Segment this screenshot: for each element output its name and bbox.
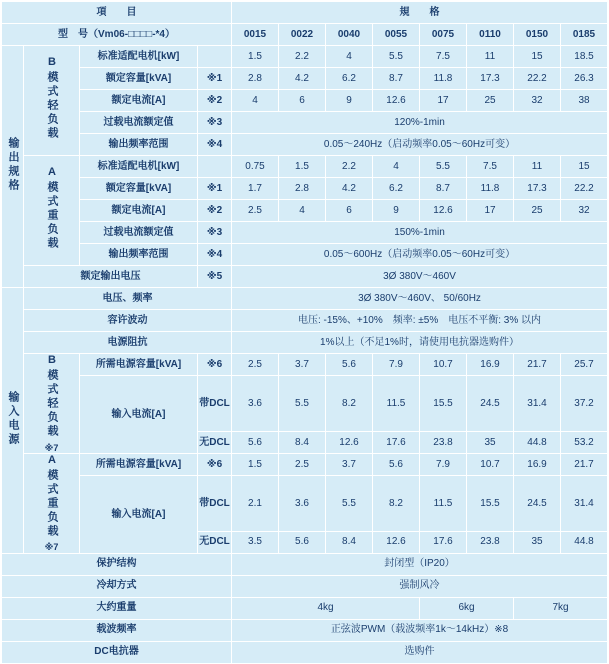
output-a-0-v0: 0.75 <box>232 156 279 178</box>
input-a-2-v1: 5.6 <box>279 531 326 553</box>
output-b-2-v2: 9 <box>326 90 373 112</box>
output-b-row-1-label: 额定容量[kVA] <box>80 68 198 90</box>
output-b-2-v3: 12.6 <box>373 90 420 112</box>
input-a-1-v0: 2.1 <box>232 475 279 531</box>
output-a-0-v6: 11 <box>514 156 561 178</box>
output-a-row-4 <box>2 244 608 266</box>
output-a-row-3-mark: ※3 <box>198 222 232 244</box>
model-value-0: 0015 <box>232 24 279 46</box>
output-b-2-v0: 4 <box>232 90 279 112</box>
output-b-row-1 <box>2 68 608 90</box>
output-a-row-3-label: 过载电流额定值 <box>80 222 198 244</box>
input-b-row-0-label: 所需电源容量[kVA] <box>80 354 198 376</box>
input-b-0-v6: 21.7 <box>514 354 561 376</box>
header-item: 項 目 <box>2 2 232 24</box>
input-voltage-freq-label: 电压、频率 <box>24 288 232 310</box>
output-a-row-1-mark: ※1 <box>198 178 232 200</box>
output-a-2-v1: 4 <box>279 200 326 222</box>
input-a-row-0-mark: ※6 <box>198 453 232 475</box>
input-b-1-v4: 15.5 <box>420 376 467 432</box>
output-b-row-4 <box>2 134 608 156</box>
output-b-1-v5: 17.3 <box>467 68 514 90</box>
input-tolerance-value: 电压: -15%、+10% 频率: ±5% 电压不平衡: 3% 以内 <box>232 310 608 332</box>
header-spec: 規 格 <box>232 2 608 24</box>
input-a-0-v6: 16.9 <box>514 453 561 475</box>
output-b-0-v2: 4 <box>326 46 373 68</box>
footer-value-3: 正弦波PWM（载波频率1k～14kHz）※8 <box>232 619 608 641</box>
input-a-2-v0: 3.5 <box>232 531 279 553</box>
output-b-0-v1: 2.2 <box>279 46 326 68</box>
input-impedance-row <box>2 332 608 354</box>
output-b-1-v2: 6.2 <box>326 68 373 90</box>
output-a-row-0-label: 标准适配电机[kW] <box>80 156 198 178</box>
input-a-2-v4: 17.6 <box>420 531 467 553</box>
section-input-label: 输入电源 <box>2 288 24 554</box>
input-a-1-v6: 24.5 <box>514 475 561 531</box>
input-b-1-v6: 31.4 <box>514 376 561 432</box>
output-b-row-3 <box>2 112 608 134</box>
output-b-0-v7: 18.5 <box>561 46 608 68</box>
output-b-row-0-mark <box>198 46 232 68</box>
output-b-row-3-label: 过载电流额定值 <box>80 112 198 134</box>
input-a-current-label: 输入电流[A] <box>80 475 198 553</box>
output-b-2-v7: 38 <box>561 90 608 112</box>
spec-sheet <box>0 1 609 658</box>
output-b-2-v5: 25 <box>467 90 514 112</box>
input-b-0-v5: 16.9 <box>467 354 514 376</box>
output-b-0-v6: 15 <box>514 46 561 68</box>
input-a-1-v4: 11.5 <box>420 475 467 531</box>
output-a-2-v2: 6 <box>326 200 373 222</box>
output-a-0-v5: 7.5 <box>467 156 514 178</box>
input-tolerance-label: 容许波动 <box>24 310 232 332</box>
output-b-1-v6: 22.2 <box>514 68 561 90</box>
input-b-2-v6: 44.8 <box>514 431 561 453</box>
output-b-0-v4: 7.5 <box>420 46 467 68</box>
output-a-2-v6: 25 <box>514 200 561 222</box>
section-output-label: 输出规格 <box>2 46 24 288</box>
input-a-1-v5: 15.5 <box>467 475 514 531</box>
input-tolerance-row <box>2 310 608 332</box>
output-b-1-v0: 2.8 <box>232 68 279 90</box>
input-a-0-v1: 2.5 <box>279 453 326 475</box>
input-b-0-v1: 3.7 <box>279 354 326 376</box>
rated-output-voltage-row <box>2 266 608 288</box>
output-a-2-v4: 12.6 <box>420 200 467 222</box>
input-b-row-1-sub: 带DCL <box>198 376 232 432</box>
output-a-0-v4: 5.5 <box>420 156 467 178</box>
model-label: 型 号（Vm06-□□□□-*4） <box>2 24 232 46</box>
model-value-2: 0040 <box>326 24 373 46</box>
rated-voltage-mark: ※5 <box>198 266 232 288</box>
footer-row-weight <box>2 597 608 619</box>
input-b-1-v3: 11.5 <box>373 376 420 432</box>
output-a-2-v7: 32 <box>561 200 608 222</box>
input-b-2-v7: 53.2 <box>561 431 608 453</box>
footer-label-0: 保护结构 <box>2 553 232 575</box>
input-b-current-label: 输入电流[A] <box>80 376 198 454</box>
output-a-0-v3: 4 <box>373 156 420 178</box>
input-a-row-0 <box>2 453 608 475</box>
model-value-7: 0185 <box>561 24 608 46</box>
output-a-row-0 <box>2 156 608 178</box>
output-b-row-3-mark: ※3 <box>198 112 232 134</box>
input-b-1-v5: 24.5 <box>467 376 514 432</box>
output-a-mode-label: A模式重负载 <box>24 156 80 266</box>
output-a-row-2-label: 额定电流[A] <box>80 200 198 222</box>
output-a-1-v3: 6.2 <box>373 178 420 200</box>
model-value-1: 0022 <box>279 24 326 46</box>
table-header-row <box>2 2 608 24</box>
output-b-2-v1: 6 <box>279 90 326 112</box>
input-b-row-1 <box>2 376 608 432</box>
output-b-4-span: 0.05～240Hz（启动频率0.05～60Hz可变） <box>232 134 608 156</box>
output-a-1-v6: 17.3 <box>514 178 561 200</box>
input-a-1-v2: 5.5 <box>326 475 373 531</box>
output-b-row-4-mark: ※4 <box>198 134 232 156</box>
output-a-1-v2: 4.2 <box>326 178 373 200</box>
output-b-2-v6: 32 <box>514 90 561 112</box>
input-a-row-1 <box>2 475 608 531</box>
output-b-row-2 <box>2 90 608 112</box>
input-b-1-v0: 3.6 <box>232 376 279 432</box>
footer-label-2: 大约重量 <box>2 597 232 619</box>
footer-weight-0: 4kg <box>232 597 420 619</box>
input-a-2-v3: 12.6 <box>373 531 420 553</box>
input-a-1-v7: 31.4 <box>561 475 608 531</box>
footer-value-4: 选购件 <box>232 641 608 663</box>
output-b-1-v7: 26.3 <box>561 68 608 90</box>
rated-voltage-label: 额定输出电压 <box>24 266 198 288</box>
output-a-1-v5: 11.8 <box>467 178 514 200</box>
output-a-1-v7: 22.2 <box>561 178 608 200</box>
input-impedance-value: 1%以上（不足1%时，请使用电抗器选购件） <box>232 332 608 354</box>
output-b-row-2-mark: ※2 <box>198 90 232 112</box>
rated-voltage-value: 3Ø 380V～460V <box>232 266 608 288</box>
input-b-0-v3: 7.9 <box>373 354 420 376</box>
model-value-4: 0075 <box>420 24 467 46</box>
input-b-0-v2: 5.6 <box>326 354 373 376</box>
input-a-0-v0: 1.5 <box>232 453 279 475</box>
footer-row-cooling <box>2 575 608 597</box>
input-b-2-v2: 12.6 <box>326 431 373 453</box>
footer-label-4: DC电抗器 <box>2 641 232 663</box>
output-a-3-span: 150%-1min <box>232 222 608 244</box>
footer-row-protection <box>2 553 608 575</box>
output-a-2-v0: 2.5 <box>232 200 279 222</box>
specification-table <box>1 1 608 664</box>
input-voltage-freq-value: 3Ø 380V～460V、 50/60Hz <box>232 288 608 310</box>
model-value-5: 0110 <box>467 24 514 46</box>
output-b-0-v3: 5.5 <box>373 46 420 68</box>
output-b-mode-label: B模式轻负载 <box>24 46 80 156</box>
input-b-mode-label: B模式轻负载 ※7 <box>24 354 80 454</box>
output-b-1-v3: 8.7 <box>373 68 420 90</box>
input-a-2-v2: 8.4 <box>326 531 373 553</box>
input-b-row-0-mark: ※6 <box>198 354 232 376</box>
input-b-mode-mark: ※7 <box>44 442 59 453</box>
input-b-1-v1: 5.5 <box>279 376 326 432</box>
input-a-1-v3: 8.2 <box>373 475 420 531</box>
output-b-row-4-label: 输出频率范围 <box>80 134 198 156</box>
input-a-0-v3: 5.6 <box>373 453 420 475</box>
output-a-row-2-mark: ※2 <box>198 200 232 222</box>
output-b-1-v1: 4.2 <box>279 68 326 90</box>
input-a-row-2-sub: 无DCL <box>198 531 232 553</box>
output-a-1-v4: 8.7 <box>420 178 467 200</box>
footer-value-1: 强制风冷 <box>232 575 608 597</box>
output-a-row-3 <box>2 222 608 244</box>
output-b-row-1-mark: ※1 <box>198 68 232 90</box>
output-b-row-0-label: 标准适配电机[kW] <box>80 46 198 68</box>
footer-label-3: 载波频率 <box>2 619 232 641</box>
input-b-row-2-sub: 无DCL <box>198 431 232 453</box>
footer-label-1: 冷却方式 <box>2 575 232 597</box>
output-a-1-v1: 2.8 <box>279 178 326 200</box>
input-a-2-v7: 44.8 <box>561 531 608 553</box>
input-b-2-v1: 8.4 <box>279 431 326 453</box>
input-b-0-v7: 25.7 <box>561 354 608 376</box>
model-value-3: 0055 <box>373 24 420 46</box>
output-a-1-v0: 1.7 <box>232 178 279 200</box>
input-b-1-v2: 8.2 <box>326 376 373 432</box>
input-a-mode-label: A模式重负载 ※7 <box>24 453 80 553</box>
footer-value-0: 封闭型（IP20） <box>232 553 608 575</box>
output-a-2-v5: 17 <box>467 200 514 222</box>
output-b-1-v4: 11.8 <box>420 68 467 90</box>
model-value-6: 0150 <box>514 24 561 46</box>
input-a-0-v7: 21.7 <box>561 453 608 475</box>
output-a-0-v7: 15 <box>561 156 608 178</box>
input-a-mode-mark: ※7 <box>44 542 59 553</box>
input-b-2-v3: 17.6 <box>373 431 420 453</box>
footer-row-carrier <box>2 619 608 641</box>
footer-row-dcreactor <box>2 641 608 663</box>
input-b-0-v0: 2.5 <box>232 354 279 376</box>
input-a-row-0-label: 所需电源容量[kVA] <box>80 453 198 475</box>
input-b-row-0 <box>2 354 608 376</box>
input-b-2-v4: 23.8 <box>420 431 467 453</box>
footer-weight-1: 6kg <box>420 597 514 619</box>
input-a-1-v1: 3.6 <box>279 475 326 531</box>
output-a-4-span: 0.05～600Hz（启动频率0.05～60Hz可变） <box>232 244 608 266</box>
input-b-2-v5: 35 <box>467 431 514 453</box>
output-b-2-v4: 17 <box>420 90 467 112</box>
output-a-2-v3: 9 <box>373 200 420 222</box>
output-a-row-0-mark <box>198 156 232 178</box>
input-voltage-freq-row <box>2 288 608 310</box>
input-b-1-v7: 37.2 <box>561 376 608 432</box>
input-a-2-v6: 35 <box>514 531 561 553</box>
output-a-row-2 <box>2 200 608 222</box>
output-b-row-2-label: 额定电流[A] <box>80 90 198 112</box>
footer-weight-2: 7kg <box>514 597 608 619</box>
output-b-row-0 <box>2 46 608 68</box>
input-a-0-v4: 7.9 <box>420 453 467 475</box>
input-a-row-1-sub: 带DCL <box>198 475 232 531</box>
output-a-row-4-mark: ※4 <box>198 244 232 266</box>
input-a-0-v2: 3.7 <box>326 453 373 475</box>
input-a-2-v5: 23.8 <box>467 531 514 553</box>
output-a-0-v2: 2.2 <box>326 156 373 178</box>
output-b-0-v5: 11 <box>467 46 514 68</box>
output-b-3-span: 120%-1min <box>232 112 608 134</box>
input-impedance-label: 电源阻抗 <box>24 332 232 354</box>
output-a-row-1-label: 额定容量[kVA] <box>80 178 198 200</box>
input-b-0-v4: 10.7 <box>420 354 467 376</box>
model-row <box>2 24 608 46</box>
output-b-0-v0: 1.5 <box>232 46 279 68</box>
output-a-0-v1: 1.5 <box>279 156 326 178</box>
input-b-2-v0: 5.6 <box>232 431 279 453</box>
output-a-row-4-label: 输出频率范围 <box>80 244 198 266</box>
input-a-0-v5: 10.7 <box>467 453 514 475</box>
output-a-row-1 <box>2 178 608 200</box>
